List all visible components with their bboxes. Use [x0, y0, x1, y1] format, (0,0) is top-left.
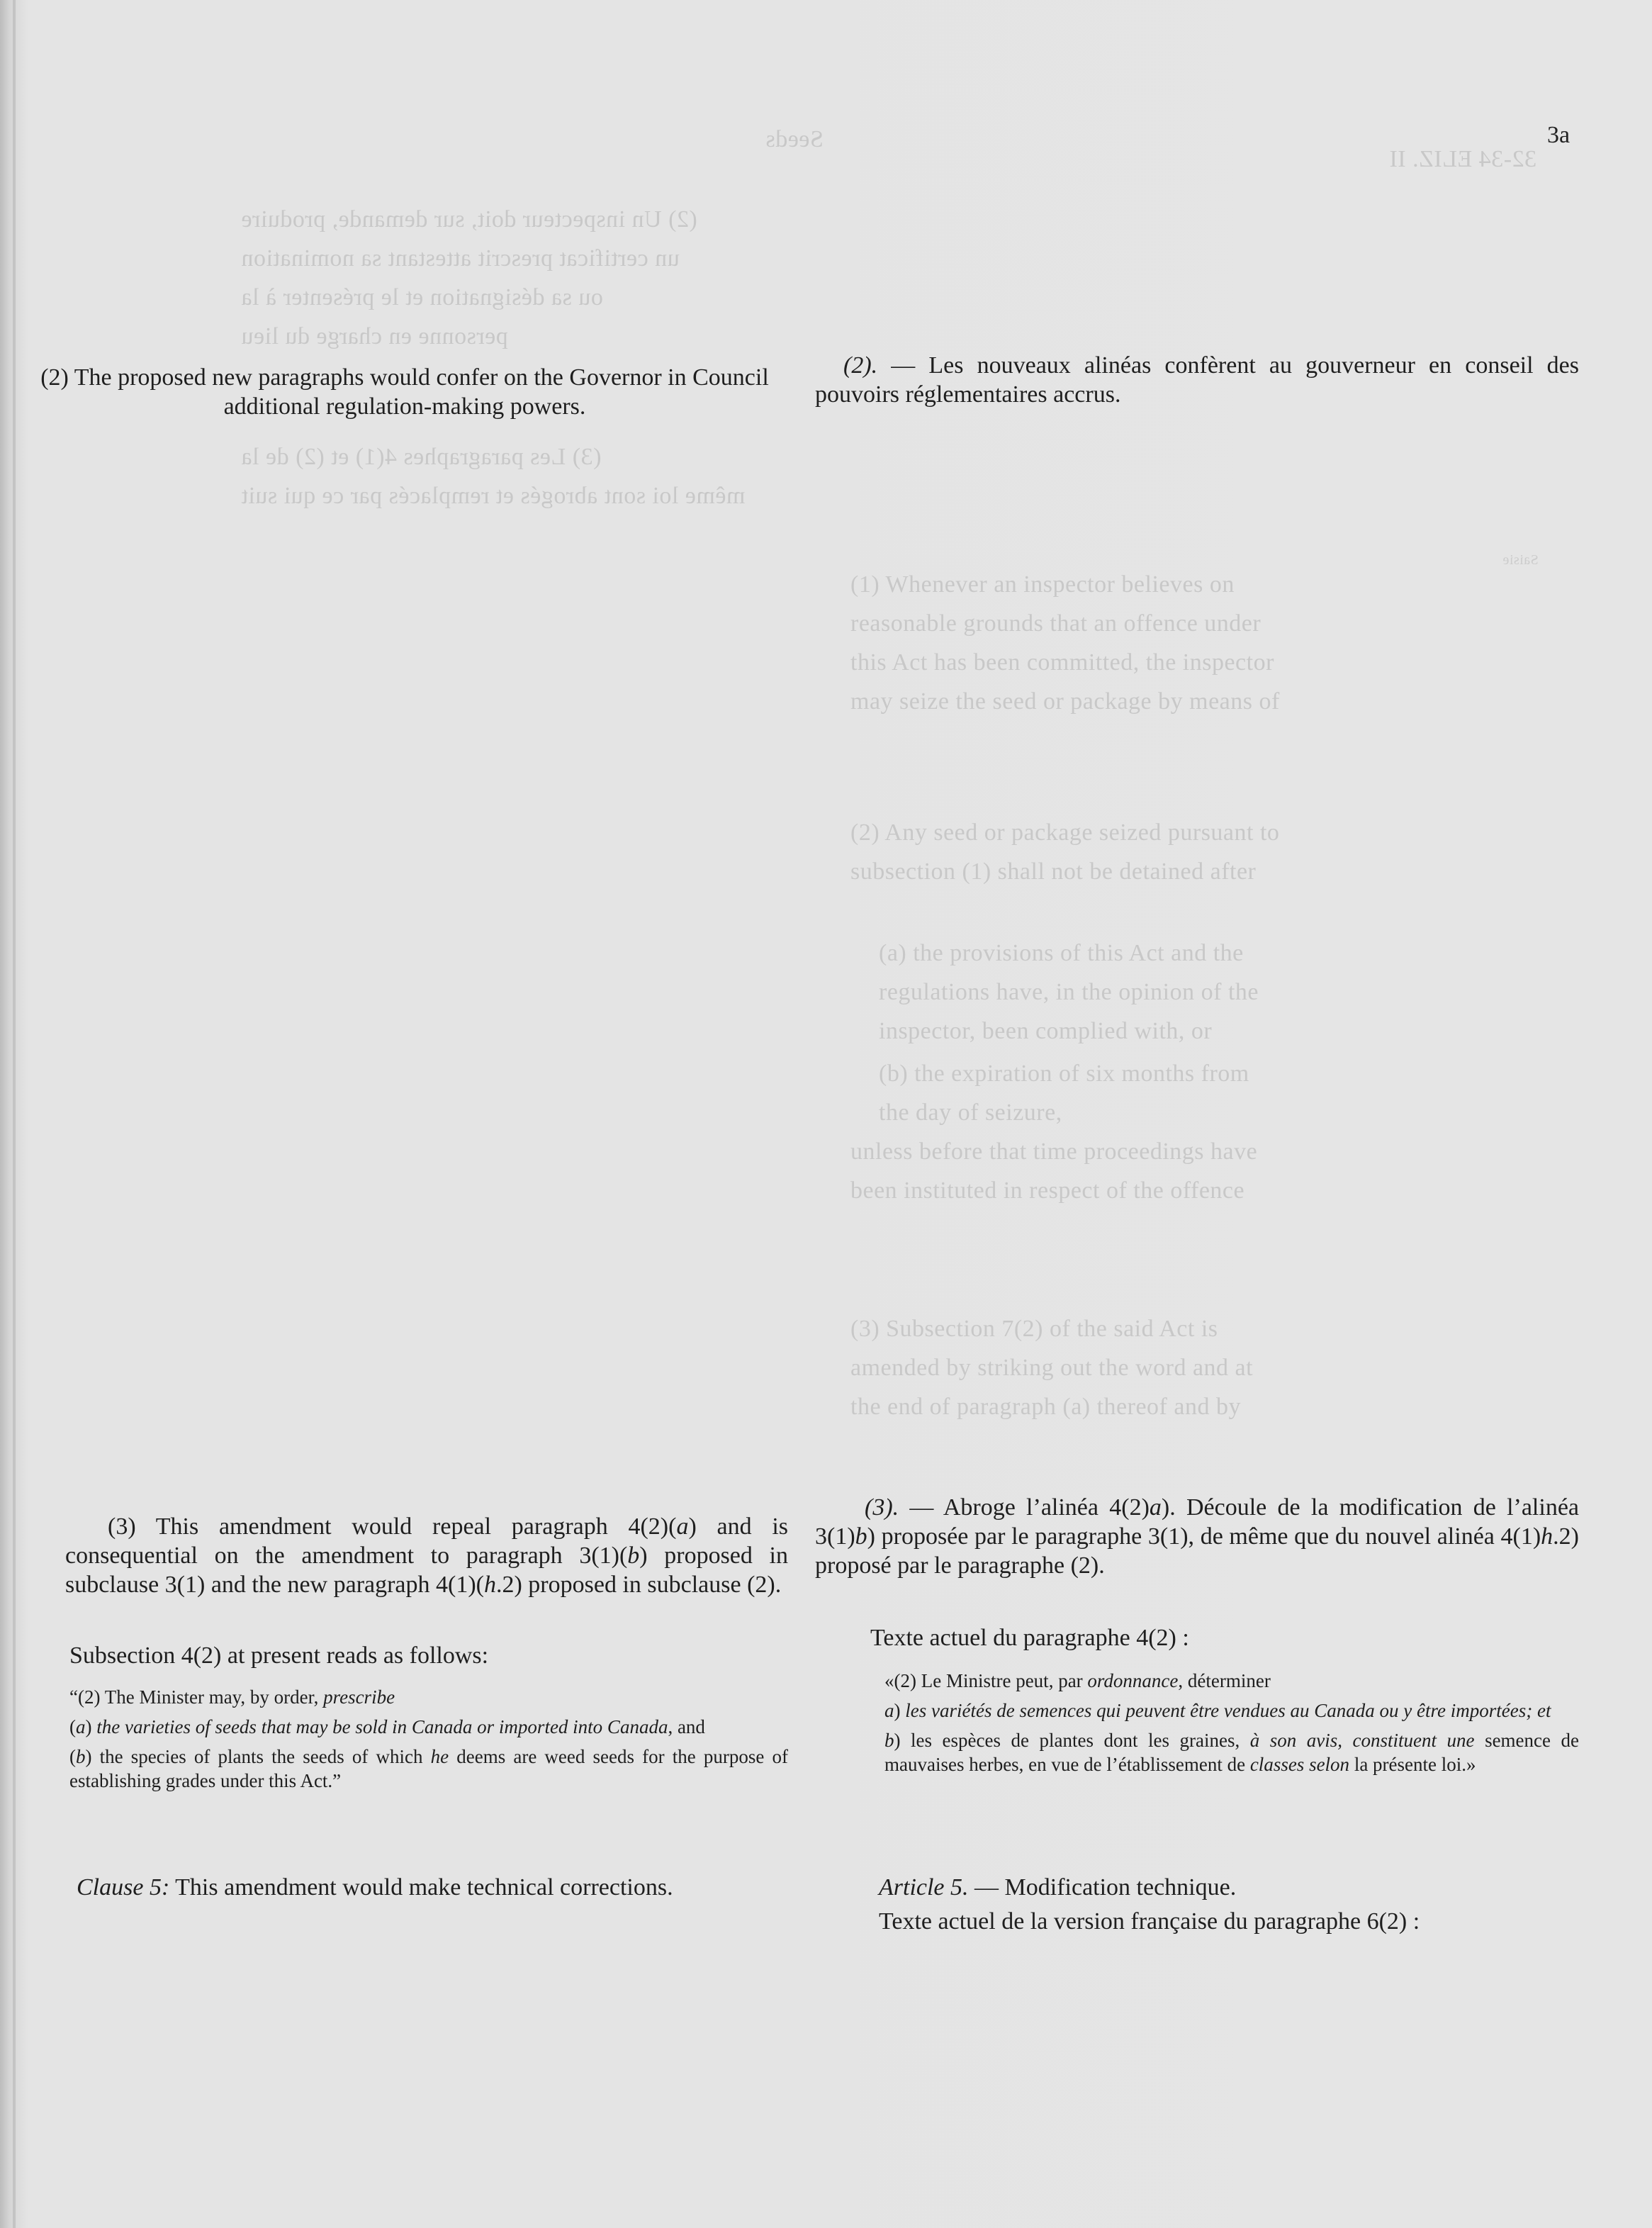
note-paragraphe-2: (2). — Les nouveaux alinéas confèrent au gouverneur en conseil des pouvoirs réglementaires accrus. — [815, 352, 1579, 408]
clause-5-note: Clause 5: This amendment would make technical corrections. — [77, 1874, 673, 1900]
citation-alinea-a: a) les variétés de semences qui peuvent être vendues au Canada ou y être importées; et — [884, 1700, 1551, 1721]
paragraphe-cite — [815, 1666, 1579, 1782]
bleed-header-word: Seeds — [765, 126, 824, 152]
note-paragraphe-3: (3). — Abroge l’alinéa 4(2)a). Découle de la modification de l’alinéa 3(1)b) proposée par le paragraphe 3(1), de même que du nouvel alinéa 4(1)h.2) proposé par le paragraphe (2). — [815, 1494, 1580, 1579]
quote-line-1: “(2) The Minister may, by order, prescribe — [69, 1686, 395, 1708]
quote-paragraph-a: (a) the varieties of seeds that may be sold in Canada or imported into Canada, and — [69, 1716, 705, 1737]
note-subclause-3: (3) This amendment would repeal paragraph 4(2)(a) and is consequential on the amendment to paragraph 3(1)(b) proposed in subclause 3(1) and the new paragraph 4(1)(h.2) proposed in subclause (2). — [65, 1513, 789, 1598]
citation-ligne-1: «(2) Le Ministre peut, par ordonnance, déterminer — [884, 1670, 1271, 1691]
document-page: 32-34 ELIZ. II Seeds (2) Un inspecteur doit, sur demande, produire un certificat prescrit attestant sa nomination ou sa désignation et le présenter à la personne en charge du lieu (3) Les paragraphes 4(1) et (2) de la même loi sont abrogés et remplacés par ce qui suit Saisie (1) Whenever an inspector believes on reasonable grounds that an offence under this Act has been committed, the inspector may seize the seed or package by means of (2) Any seed or package seized pursuant to subsection (1) shall not be detained after (a) the provisions of this Act and the regulations have, in the opinion of the inspector, been complied with, or (b) the expiration of six months from the day of seizure, unless before that time proceedings have been instituted in respect of the offence (3) Subsection 7(2) of the said Act is amended by striking out the word and at the end of paragraph (a) thereof and by 3a (2) The proposed new paragraphs would confer on the Governor in Council additional regulation-making powers. (3) This amendment would repeal paragraph 4(2)(a) and is consequential on the amendment to paragraph 3(1)(b) proposed in subclause 3(1) and the new paragraph 4(1)(h.2) proposed in subclause (2). Subsection 4(2) at present reads as follows: “(2) The Minister may, by order, prescribe (a) the varieties of seeds that may be sold in Canada or imported into Canada, and (b) the species of plants the seeds of which he deems are weed seeds for the purpose of establishing grades under this Act.” Clause 5: This amendment would make technical corrections. (2). — Les nouveaux alinéas confèrent au gouverneur en conseil des pouvoirs réglementaires accrus. (3). — Abroge l’alinéa 4(2)a). Découle de la modification de l’alinéa 3(1)b) proposée par le paragraphe 3(1), de même que du nouvel alinéa 4(1)h.2) proposé par le paragraphe (2). Texte actuel du paragraphe 4(2) : «(2) Le Ministre peut, par ordonnance, déterminer a) les variétés de semences qui peuvent être vendues au Canada ou y être importées; et b) les espèces de plantes dont les graines, à son avis, constituent une semence de mauvaises herbes, en vue de l’établissement de classes selon la présente loi.» Article 5. — Modification technique. Texte actuel de la version française du paragraphe 6(2) : — [0, 0, 1652, 2228]
page-spine — [13, 0, 16, 2228]
quote-paragraph-b: (b) the species of plants the seeds of which he deems are weed seeds for the purpose of establishing grades under this Act.” — [69, 1746, 789, 1791]
article-5-texte-actuel: Texte actuel de la version française du paragraphe 6(2) : — [879, 1908, 1420, 1935]
quoted-subsection — [21, 1682, 788, 1798]
texte-actuel-intro: Texte actuel du paragraphe 4(2) : — [870, 1625, 1189, 1651]
citation-alinea-b: b) les espèces de plantes dont les graines, à son avis, constituent une semence de mauvaises herbes, en vue de l’établissement de classes selon la présente loi.» — [884, 1730, 1580, 1775]
note-subclause-2: (2) The proposed new paragraphs would confer on the Governor in Council additional regulation-making powers. — [40, 364, 769, 420]
bleed-running-head: 32-34 ELIZ. II — [1389, 146, 1537, 172]
subsection-intro: Subsection 4(2) at present reads as follows: — [69, 1642, 489, 1669]
page-number: 3a — [1547, 122, 1570, 148]
article-5-note: Article 5. — Modification technique. — [879, 1874, 1237, 1900]
